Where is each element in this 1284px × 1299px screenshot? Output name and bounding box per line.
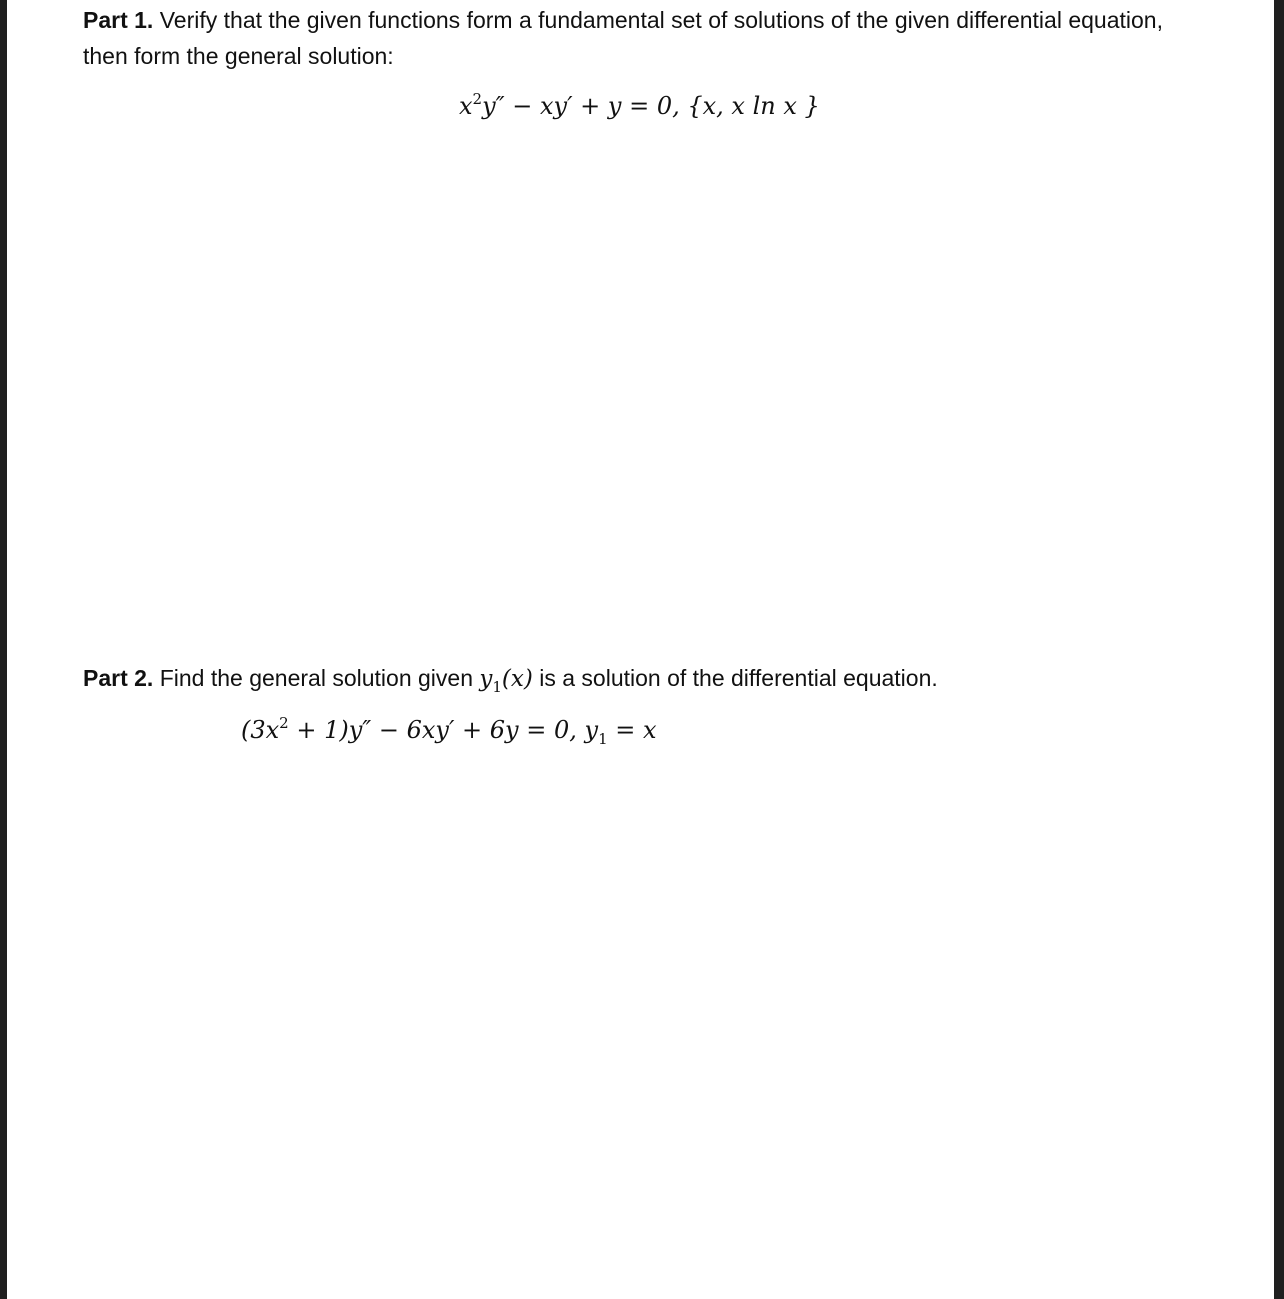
part2-label: Part 2.: [83, 665, 154, 691]
part1-equation: [459, 90, 820, 120]
part1-paragraph: [83, 2, 1183, 74]
eq1-x: x: [459, 92, 473, 120]
eq1-y-double-prime: y″: [482, 92, 505, 120]
eq1-exponent: 2: [472, 90, 483, 108]
part2-text-after: is a solution of the differential equation.: [532, 665, 938, 691]
left-border: [0, 0, 7, 1299]
part1-label: Part 1.: [83, 7, 154, 33]
eq2-subscript: 1: [598, 730, 608, 748]
part2-y1-var: y: [479, 666, 493, 692]
eq2-mid: + 1)y″ − 6xy′ + 6y = 0, y: [288, 716, 599, 744]
part2-y1-arg: (x): [501, 666, 533, 692]
eq2-exponent: 2: [279, 714, 289, 732]
part1-instructions: Verify that the given functions form a fundamental set of solutions of the given differential equation, then form the general solution:: [83, 7, 1163, 69]
eq2-end: = x: [607, 716, 657, 744]
eq1-rest: − xy′ + y = 0, {x, x ln x }: [504, 92, 820, 120]
eq2-open: (3x: [241, 716, 280, 744]
part2-equation: [241, 714, 657, 748]
right-border: [1274, 0, 1284, 1299]
part2-y1-sub: 1: [492, 678, 502, 696]
part2-text-before: Find the general solution given: [159, 665, 480, 691]
part2-paragraph: [83, 660, 1183, 705]
